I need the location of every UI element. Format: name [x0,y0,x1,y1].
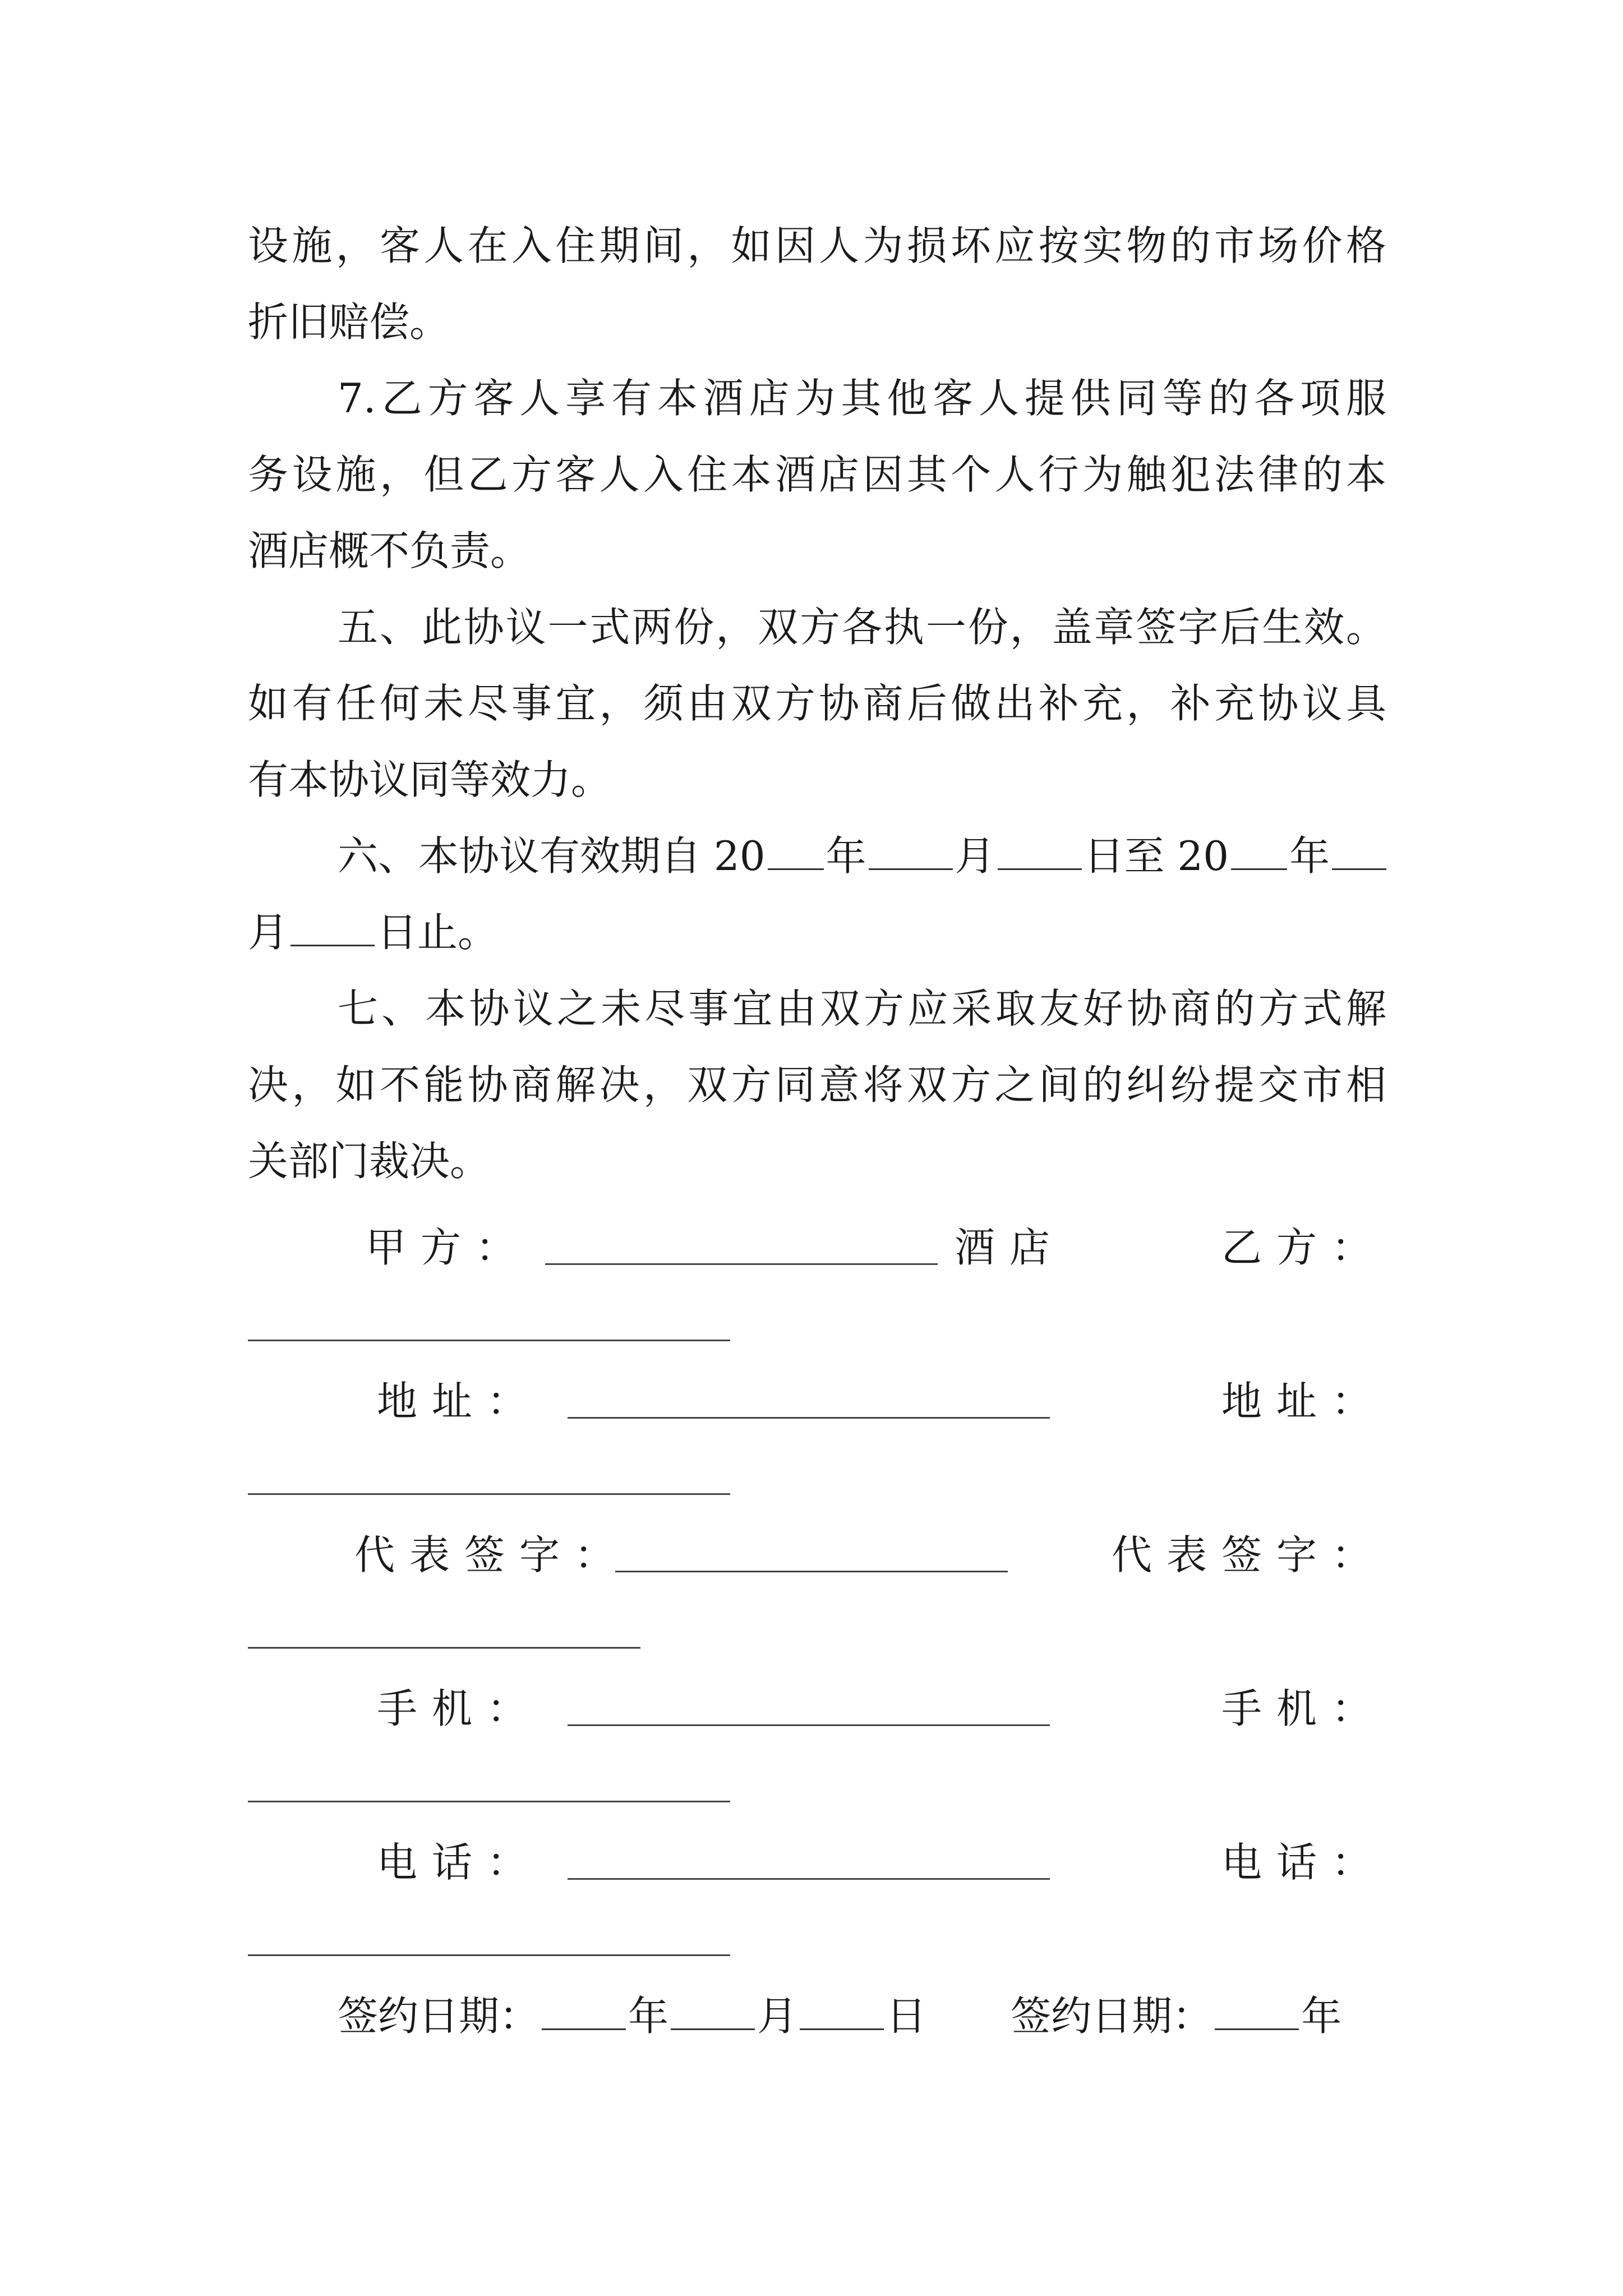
hotel-suffix: 酒店 [955,1224,1065,1271]
text-line: 酒店概不负责。 [248,527,531,574]
year-label: 年 [628,1993,669,2040]
validity-text: 日止。 [377,909,499,956]
signature-row-mobile [248,1681,1386,1737]
phone-b-label: 电话： [1221,1839,1386,1886]
signature-row-address [248,1373,1386,1429]
text-line: 设施，客人在入住期间，如因人为损坏应按实物的市场价格 [248,222,1386,269]
text-line: 7.乙方客人享有本酒店为其他客人提供同等的各项服 [338,375,1386,422]
blank-field [1215,1995,1299,2030]
address-b-label: 地址： [1221,1378,1386,1425]
text-line: 如有任何未尽事宜，须由双方协商后做出补充，补充协议具 [248,680,1386,727]
blank-field [671,1995,755,2030]
blank-field [998,835,1082,870]
phone-a-blank [568,1878,1050,1880]
signature-row-phone [248,1834,1386,1890]
text-line: 七、本协议之未尽事宜由双方应采取友好协商的方式解 [338,985,1386,1032]
party-b-label: 乙方： [1221,1224,1386,1271]
validity-text: 六、本协议有效期自 20 [338,832,766,880]
validity-text: 月 [955,832,995,880]
blank-field [542,1995,626,2030]
month-label: 月 [757,1993,798,2040]
mobile-a-label: 手机： [377,1685,542,1732]
rep-a-label: 代表签字： [354,1531,630,1579]
blank-field [768,835,824,870]
address-a-label: 地址： [377,1378,542,1425]
text-line: 关部门裁决。 [248,1138,491,1185]
blank-field [800,1995,884,2030]
validity-line [248,904,1386,960]
validity-text: 年 [1289,832,1330,880]
rep-b-blank [248,1647,640,1649]
mobile-b-label: 手机： [1221,1685,1386,1732]
signature-row-party [248,1220,1386,1276]
signing-date-row [338,1988,1386,2044]
blank-field [291,911,375,946]
text-line: 务设施，但乙方客人入住本酒店因其个人行为触犯法律的本 [248,451,1386,498]
validity-text: 月 [248,909,289,956]
mobile-b-blank [248,1801,730,1802]
phone-a-label: 电话： [377,1839,542,1886]
blank-field [1332,835,1386,870]
text-line: 五、此协议一式两份，双方各执一份，盖章签字后生效。 [338,604,1386,651]
signature-row-rep [248,1527,1386,1583]
address-b-blank [248,1493,730,1495]
address-a-blank [568,1417,1050,1419]
phone-b-blank [248,1954,730,1956]
validity-line [338,828,1386,884]
blank-field [1231,835,1287,870]
text-line: 有本协议同等效力。 [248,756,612,803]
validity-text: 日至 20 [1083,832,1229,880]
blank-field [869,835,953,870]
year-label: 年 [1301,1993,1342,2040]
mobile-a-blank [568,1724,1050,1726]
text-line: 折旧赔偿。 [248,298,450,346]
party-a-label: 甲方： [366,1224,531,1271]
text-line: 决，如不能协商解决，双方同意将双方之间的纠纷提交市相 [248,1061,1386,1108]
date-b-label: 签约日期： [1011,1993,1213,2040]
party-b-blank [248,1340,730,1341]
rep-b-label: 代表签字： [1111,1531,1386,1579]
day-label: 日 [886,1993,927,2040]
party-a-blank [545,1263,938,1265]
date-a-label: 签约日期： [338,1993,540,2040]
validity-text: 年 [826,832,866,880]
rep-a-blank [615,1571,1008,1572]
